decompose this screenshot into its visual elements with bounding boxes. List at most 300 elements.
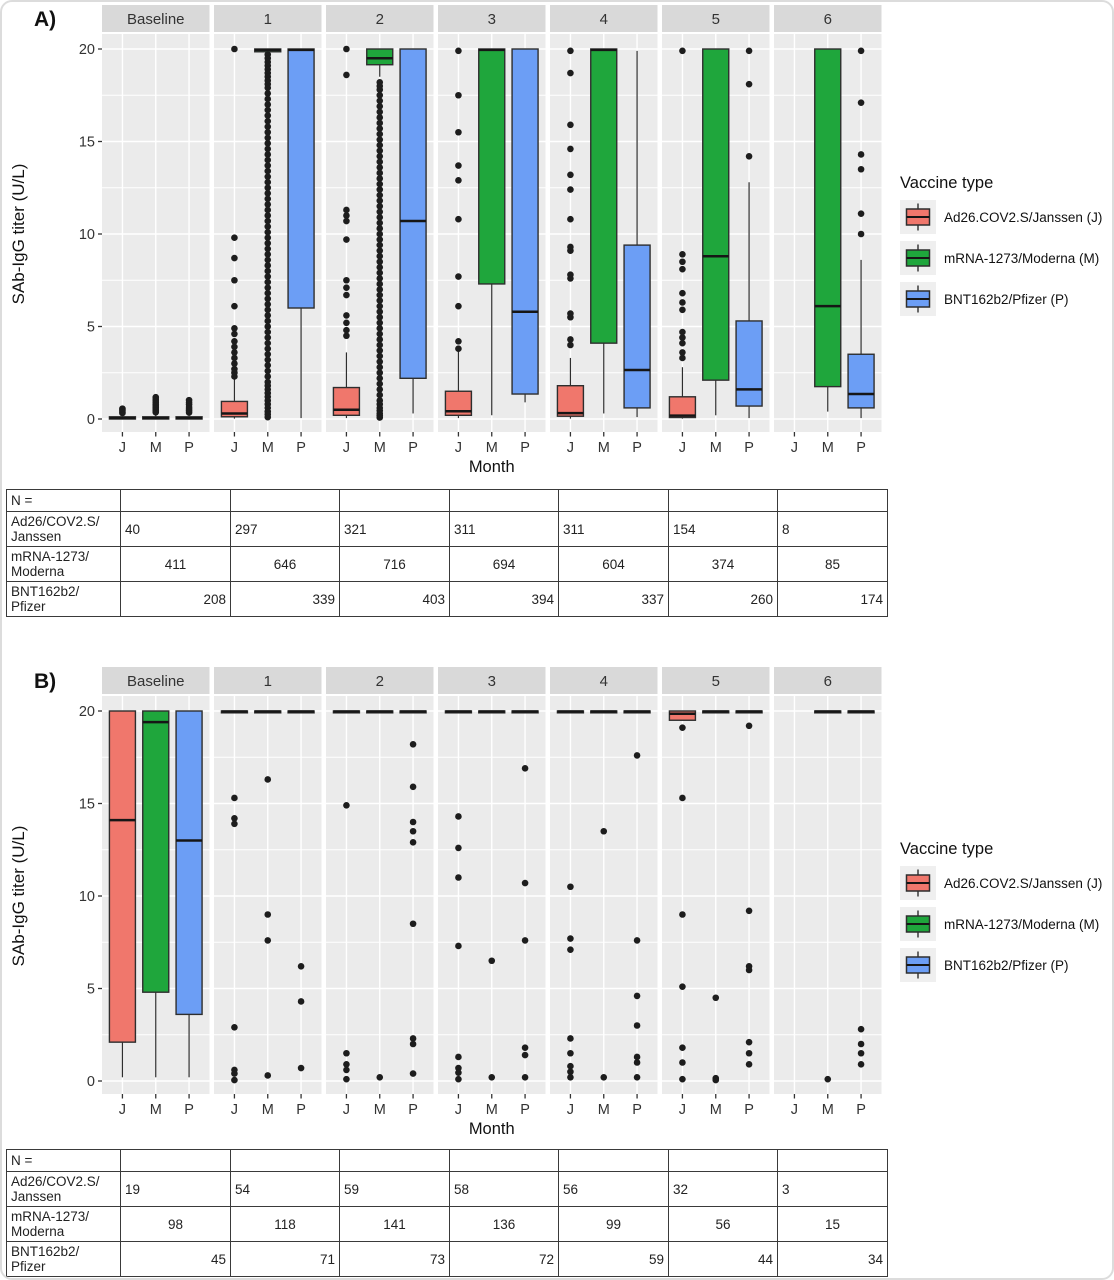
x-group-label: J — [790, 1102, 799, 1118]
outlier-point — [679, 795, 686, 802]
facet-strip-label: 5 — [711, 11, 720, 28]
outlier-point — [746, 48, 753, 55]
x-group-label: P — [296, 440, 306, 456]
legend-entries — [900, 866, 1114, 982]
outlier-point — [567, 946, 574, 953]
table-empty-cell — [340, 490, 450, 512]
outlier-point — [488, 1074, 495, 1081]
outlier-point — [858, 1050, 865, 1057]
facet-strip-label: 3 — [487, 673, 496, 690]
outlier-point — [410, 1041, 417, 1048]
table-row — [7, 1207, 888, 1242]
row-label: Ad26/COV2.S/ Janssen — [7, 1172, 121, 1207]
outlier-point — [455, 48, 462, 55]
x-group-label: J — [678, 440, 687, 456]
outlier-point — [679, 329, 686, 336]
n-value-cell: 56 — [669, 1207, 778, 1242]
outlier-point — [455, 338, 462, 345]
n-value-cell: 374 — [669, 547, 778, 582]
table-empty-cell — [231, 1150, 340, 1172]
outlier-point — [679, 251, 686, 258]
table-row — [7, 1172, 888, 1207]
n-value-cell: 72 — [450, 1242, 559, 1277]
n-value-cell: 321 — [340, 512, 450, 547]
y-tick-label: 20 — [78, 704, 95, 720]
n-value-cell: 99 — [559, 1207, 669, 1242]
outlier-point — [522, 1052, 529, 1059]
outlier-point — [634, 1022, 641, 1029]
outlier-point — [298, 1065, 305, 1072]
x-group-label: M — [261, 1102, 274, 1118]
outlier-point — [600, 1074, 607, 1081]
box-M — [591, 49, 617, 343]
box-P — [288, 49, 314, 308]
x-axis-title: Month — [468, 1120, 515, 1138]
outlier-point — [858, 1026, 865, 1033]
row-label: mRNA-1273/ Moderna — [7, 1207, 121, 1242]
x-group-label: M — [821, 440, 834, 456]
x-group-label: P — [520, 1102, 530, 1118]
outlier-point — [410, 1070, 417, 1077]
n-value-cell: 403 — [340, 582, 450, 617]
outlier-point — [858, 99, 865, 106]
y-tick-label: 0 — [86, 1074, 95, 1090]
outlier-point — [231, 234, 238, 241]
outlier-point — [410, 920, 417, 927]
outlier-point — [264, 911, 271, 918]
outlier-point — [231, 1077, 238, 1084]
x-group-label: P — [408, 440, 418, 456]
outlier-point — [824, 1076, 831, 1083]
n-value-cell: 32 — [669, 1172, 778, 1207]
table-empty-cell — [778, 490, 888, 512]
legend-entry — [900, 907, 1114, 941]
outlier-point — [679, 307, 686, 314]
outlier-point — [410, 741, 417, 748]
outlier-point — [455, 273, 462, 280]
legend-entry — [900, 200, 1114, 234]
outlier-point — [567, 271, 574, 278]
x-group-label: P — [296, 1102, 306, 1118]
outlier-point — [746, 908, 753, 915]
x-group-label: M — [709, 440, 722, 456]
outlier-point — [264, 414, 271, 421]
box-M — [143, 711, 169, 992]
x-group-label: J — [342, 1102, 351, 1118]
x-group-label: M — [597, 1102, 610, 1118]
panel-a-legend — [900, 174, 1114, 316]
y-axis-title: SAb-IgG titer (U/L) — [9, 825, 28, 967]
x-group-label: P — [632, 440, 642, 456]
legend-title: Vaccine type — [900, 174, 994, 192]
outlier-point — [567, 1074, 574, 1081]
boxplot-key-icon — [900, 282, 936, 316]
y-tick-label: 15 — [78, 134, 95, 151]
outlier-point — [858, 1061, 865, 1068]
n-value-cell: 337 — [559, 582, 669, 617]
facet-strip-label: 2 — [375, 11, 384, 28]
panel-b-boxplot-svg — [2, 664, 892, 1142]
outlier-point — [231, 338, 238, 345]
legend-entry — [900, 241, 1114, 275]
n-value-cell: 260 — [669, 582, 778, 617]
facet-strip-label: 2 — [375, 673, 384, 690]
outlier-point — [712, 994, 719, 1001]
x-group-label: J — [230, 440, 239, 456]
x-group-label: M — [261, 440, 274, 456]
outlier-point — [264, 1072, 271, 1079]
outlier-point — [567, 883, 574, 890]
table-empty-cell — [450, 1150, 559, 1172]
row-label: mRNA-1273/ Moderna — [7, 547, 121, 582]
x-group-label: J — [230, 1102, 239, 1118]
box-P — [848, 354, 874, 408]
n-value-cell: 34 — [778, 1242, 888, 1277]
box-J — [333, 388, 359, 416]
x-group-label: M — [373, 440, 386, 456]
outlier-point — [231, 325, 238, 332]
n-value-cell: 15 — [778, 1207, 888, 1242]
outlier-point — [343, 1067, 350, 1074]
outlier-point — [522, 1074, 529, 1081]
boxplot-key-icon — [900, 200, 936, 234]
n-value-cell: 411 — [121, 547, 231, 582]
outlier-point — [264, 937, 271, 944]
y-tick-label: 5 — [86, 319, 95, 336]
box-J — [557, 386, 583, 417]
x-group-label: J — [566, 440, 575, 456]
outlier-point — [343, 236, 350, 243]
n-value-cell: 58 — [450, 1172, 559, 1207]
outlier-point — [567, 70, 574, 77]
outlier-point — [522, 880, 529, 887]
outlier-point — [567, 310, 574, 317]
outlier-point — [455, 845, 462, 852]
outlier-point — [410, 828, 417, 835]
outlier-point — [376, 1074, 383, 1081]
outlier-point — [858, 151, 865, 158]
n-value-cell: 118 — [231, 1207, 340, 1242]
x-group-label: M — [373, 1102, 386, 1118]
n-value-cell: 59 — [340, 1172, 450, 1207]
x-group-label: M — [149, 1102, 162, 1118]
legend-title: Vaccine type — [900, 840, 994, 858]
facet-strip-label: 3 — [487, 11, 496, 28]
table-empty-cell — [559, 1150, 669, 1172]
row-label: Ad26/COV2.S/ Janssen — [7, 512, 121, 547]
outlier-point — [152, 394, 159, 401]
x-group-label: M — [709, 1102, 722, 1118]
box-M — [815, 49, 841, 387]
outlier-point — [343, 802, 350, 809]
outlier-point — [567, 146, 574, 153]
table-row — [7, 582, 888, 617]
table-row — [7, 512, 888, 547]
outlier-point — [600, 828, 607, 835]
outlier-point — [567, 1035, 574, 1042]
outlier-point — [746, 1061, 753, 1068]
outlier-point — [343, 284, 350, 291]
box-P — [736, 321, 762, 406]
outlier-point — [858, 210, 865, 217]
n-value-cell: 297 — [231, 512, 340, 547]
table-row — [7, 547, 888, 582]
x-group-label: J — [678, 1102, 687, 1118]
outlier-point — [679, 724, 686, 731]
n-value-cell: 85 — [778, 547, 888, 582]
outlier-point — [679, 290, 686, 297]
y-tick-label: 10 — [78, 889, 95, 905]
outlier-point — [488, 957, 495, 964]
facet-strip-label: 4 — [599, 11, 608, 28]
outlier-point — [455, 303, 462, 310]
outlier-point — [343, 46, 350, 53]
panel-a-plot — [2, 2, 892, 480]
outlier-point — [858, 48, 865, 55]
outlier-point — [746, 81, 753, 88]
x-group-label: P — [744, 1102, 754, 1118]
outlier-point — [858, 1041, 865, 1048]
n-value-cell: 311 — [559, 512, 669, 547]
outlier-point — [231, 46, 238, 53]
x-group-label: J — [342, 440, 351, 456]
outlier-point — [522, 1044, 529, 1051]
x-group-label: M — [485, 440, 498, 456]
outlier-point — [343, 277, 350, 284]
x-group-label: P — [744, 440, 754, 456]
facet-strip-label: 6 — [823, 673, 832, 690]
x-group-label: P — [184, 1102, 194, 1118]
outlier-point — [455, 1054, 462, 1061]
table-empty-cell — [121, 490, 231, 512]
outlier-point — [634, 1074, 641, 1081]
outlier-point — [455, 1076, 462, 1083]
n-count-table — [6, 489, 888, 617]
legend-entry-label: Ad26.COV2.S/Janssen (J) — [944, 875, 1103, 891]
outlier-point — [634, 1059, 641, 1066]
outlier-point — [679, 1044, 686, 1051]
outlier-point — [746, 153, 753, 160]
outlier-point — [231, 795, 238, 802]
outlier-point — [231, 821, 238, 828]
x-group-label: P — [520, 440, 530, 456]
n-count-table — [6, 1149, 888, 1277]
outlier-point — [298, 998, 305, 1005]
panel-b-n-table — [6, 1149, 887, 1277]
outlier-point — [231, 1024, 238, 1031]
legend-entry — [900, 866, 1114, 900]
legend-entries — [900, 200, 1114, 316]
table-empty-cell — [559, 490, 669, 512]
x-group-label: J — [454, 440, 463, 456]
box-J — [669, 397, 695, 418]
n-value-cell: 19 — [121, 1172, 231, 1207]
facet-strip-label: 1 — [263, 673, 272, 690]
n-value-cell: 8 — [778, 512, 888, 547]
table-empty-cell — [778, 1150, 888, 1172]
outlier-point — [567, 935, 574, 942]
x-group-label: M — [821, 1102, 834, 1118]
outlier-point — [679, 299, 686, 306]
table-empty-cell — [231, 490, 340, 512]
boxplot-key-icon — [900, 241, 936, 275]
outlier-point — [679, 1059, 686, 1066]
x-group-label: P — [408, 1102, 418, 1118]
outlier-point — [455, 943, 462, 950]
box-J — [669, 711, 695, 720]
outlier-point — [343, 72, 350, 79]
outlier-point — [679, 349, 686, 356]
n-value-cell: 604 — [559, 547, 669, 582]
outlier-point — [455, 1069, 462, 1076]
table-empty-cell — [121, 1150, 231, 1172]
panel-a-n-table — [6, 489, 887, 617]
outlier-point — [343, 327, 350, 334]
table-header-cell: N = — [7, 490, 121, 512]
x-axis-title: Month — [468, 458, 515, 476]
x-group-label: J — [566, 1102, 575, 1118]
outlier-point — [567, 244, 574, 251]
n-value-cell: 339 — [231, 582, 340, 617]
outlier-point — [679, 48, 686, 55]
y-tick-label: 0 — [86, 412, 95, 428]
outlier-point — [455, 813, 462, 820]
legend-entry-label: BNT162b2/Pfizer (P) — [944, 957, 1069, 973]
outlier-point — [343, 292, 350, 299]
outlier-point — [679, 258, 686, 265]
n-value-cell: 44 — [669, 1242, 778, 1277]
outlier-point — [746, 1050, 753, 1057]
outlier-point — [231, 277, 238, 284]
outlier-point — [119, 405, 126, 412]
outlier-point — [410, 784, 417, 791]
table-empty-cell — [340, 1150, 450, 1172]
panel-a-label: A) — [34, 8, 57, 31]
outlier-point — [858, 231, 865, 238]
n-value-cell: 40 — [121, 512, 231, 547]
box-M — [703, 49, 729, 380]
outlier-point — [343, 320, 350, 327]
outlier-point — [410, 839, 417, 846]
outlier-point — [455, 92, 462, 99]
n-value-cell: 154 — [669, 512, 778, 547]
outlier-point — [858, 166, 865, 173]
x-group-label: P — [856, 1102, 866, 1118]
outlier-point — [455, 874, 462, 881]
x-group-label: J — [454, 1102, 463, 1118]
outlier-point — [746, 1039, 753, 1046]
box-P — [176, 711, 202, 1014]
outlier-point — [343, 1050, 350, 1057]
legend-entry-label: BNT162b2/Pfizer (P) — [944, 291, 1069, 307]
outlier-point — [343, 207, 350, 214]
x-group-label: M — [485, 1102, 498, 1118]
x-group-label: P — [184, 440, 194, 456]
x-group-label: P — [632, 1102, 642, 1118]
n-value-cell: 56 — [559, 1172, 669, 1207]
box-P — [624, 245, 650, 408]
x-group-label: M — [149, 440, 162, 456]
outlier-point — [186, 397, 193, 404]
x-group-label: M — [597, 440, 610, 456]
n-value-cell: 3 — [778, 1172, 888, 1207]
box-M — [479, 49, 505, 284]
legend-entry — [900, 948, 1114, 982]
outlier-point — [455, 216, 462, 223]
table-header-row — [7, 1150, 888, 1172]
panel-b-plot — [2, 664, 892, 1142]
n-value-cell: 716 — [340, 547, 450, 582]
n-value-cell: 98 — [121, 1207, 231, 1242]
table-empty-cell — [669, 490, 778, 512]
y-axis-title: SAb-IgG titer (U/L) — [9, 163, 28, 305]
y-tick-label: 20 — [78, 42, 95, 58]
outlier-point — [634, 937, 641, 944]
panel-b-label: B) — [34, 670, 57, 693]
x-group-label: P — [856, 440, 866, 456]
facet-strip-label: Baseline — [126, 11, 185, 28]
outlier-point — [679, 1076, 686, 1083]
legend-entry-label: mRNA-1273/Moderna (M) — [944, 916, 1100, 932]
outlier-point — [567, 186, 574, 193]
outlier-point — [455, 129, 462, 136]
boxplot-key-icon — [900, 866, 936, 900]
n-value-cell: 141 — [340, 1207, 450, 1242]
table-header-row — [7, 490, 888, 512]
facet-strip-label: 6 — [823, 11, 832, 28]
n-value-cell: 646 — [231, 547, 340, 582]
row-label: BNT162b2/ Pfizer — [7, 582, 121, 617]
table-empty-cell — [669, 1150, 778, 1172]
outlier-point — [343, 1076, 350, 1083]
n-value-cell: 394 — [450, 582, 559, 617]
box-M — [367, 49, 393, 65]
n-value-cell: 136 — [450, 1207, 559, 1242]
legend-entry-label: Ad26.COV2.S/Janssen (J) — [944, 209, 1103, 225]
y-tick-label: 5 — [86, 981, 95, 998]
boxplot-key-icon — [900, 907, 936, 941]
outlier-point — [567, 336, 574, 343]
outlier-point — [679, 266, 686, 273]
n-value-cell: 208 — [121, 582, 231, 617]
outlier-point — [264, 776, 271, 783]
legend-entry — [900, 282, 1114, 316]
outlier-point — [567, 122, 574, 129]
outlier-point — [343, 312, 350, 319]
outlier-point — [679, 911, 686, 918]
panel-a-boxplot-svg — [2, 2, 892, 480]
y-tick-label: 15 — [78, 796, 95, 813]
x-group-label: J — [118, 440, 127, 456]
y-tick-label: 10 — [78, 227, 95, 243]
n-value-cell: 174 — [778, 582, 888, 617]
facet-strip-label: 5 — [711, 673, 720, 690]
outlier-point — [231, 255, 238, 262]
outlier-point — [567, 172, 574, 179]
table-empty-cell — [450, 490, 559, 512]
legend-entry-label: mRNA-1273/Moderna (M) — [944, 250, 1100, 266]
outlier-point — [567, 1050, 574, 1057]
outlier-point — [634, 993, 641, 1000]
n-value-cell: 311 — [450, 512, 559, 547]
outlier-point — [567, 48, 574, 55]
outlier-point — [634, 752, 641, 759]
box-J — [109, 711, 135, 1042]
facet-strip-label: 1 — [263, 11, 272, 28]
row-label: BNT162b2/ Pfizer — [7, 1242, 121, 1277]
box-P — [512, 49, 538, 394]
outlier-point — [410, 819, 417, 826]
